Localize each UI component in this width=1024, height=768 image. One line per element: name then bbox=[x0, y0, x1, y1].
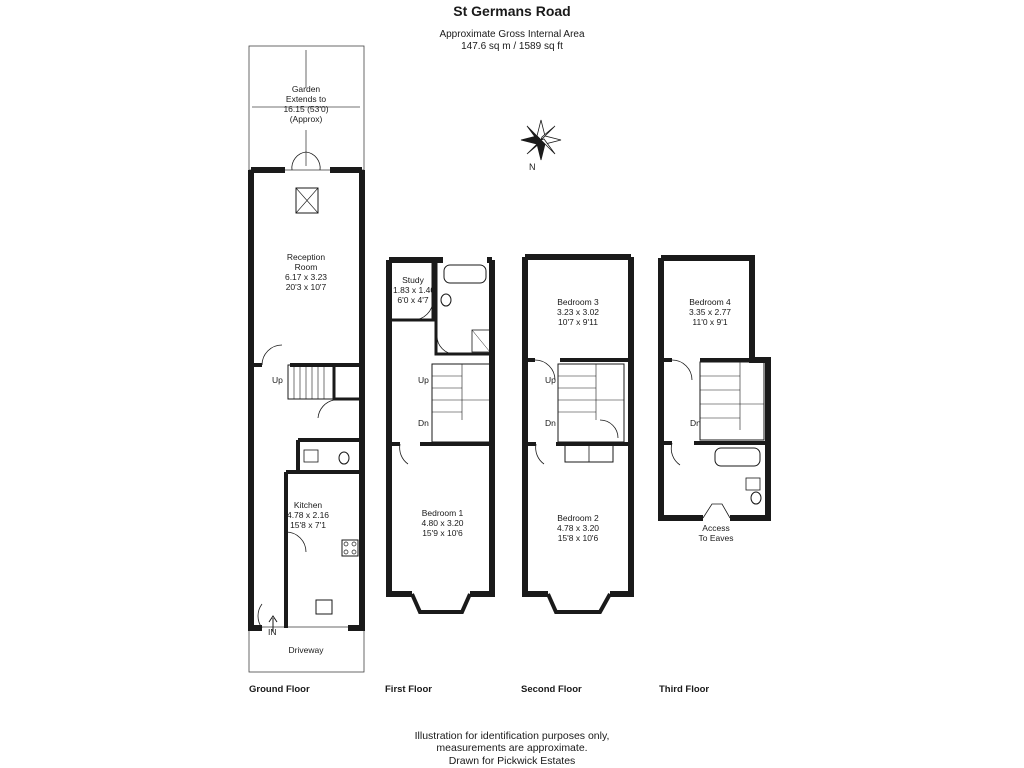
floor-label-first: First Floor bbox=[385, 684, 432, 695]
area-label: Approximate Gross Internal Area bbox=[439, 29, 585, 40]
floor-label-second: Second Floor bbox=[521, 684, 582, 695]
stair-label-dn: Dn bbox=[418, 418, 429, 428]
stair-label-up: Up bbox=[545, 375, 556, 385]
room-label-garden: Garden Extends to 16.15 (53'0) (Approx) bbox=[283, 84, 329, 125]
room-label-driveway: Driveway bbox=[288, 645, 324, 655]
room-label-bedroom-3: Bedroom 3 3.23 x 3.02 10'7 x 9'11 bbox=[556, 297, 600, 328]
floor-label-ground: Ground Floor bbox=[249, 684, 310, 695]
gross-internal-area bbox=[0, 29, 1024, 53]
plan-title: St Germans Road bbox=[453, 3, 571, 19]
disclaimer bbox=[0, 730, 1024, 767]
room-label-reception: Reception Room 6.17 x 3.23 20'3 x 10'7 bbox=[284, 252, 328, 293]
room-label-bedroom-4: Bedroom 4 3.35 x 2.77 11'0 x 9'1 bbox=[688, 297, 732, 328]
first-floor-plan bbox=[389, 260, 492, 612]
ground-floor-plan bbox=[251, 152, 362, 632]
compass-north-label: N bbox=[529, 162, 536, 172]
room-label-study: Study 1.83 x 1.40 6'0 x 4'7 bbox=[393, 275, 436, 306]
room-label-bedroom-1: Bedroom 1 4.80 x 3.20 15'9 x 10'6 bbox=[421, 508, 464, 539]
room-label-kitchen: Kitchen 4.78 x 2.16 15'8 x 7'1 bbox=[286, 500, 330, 531]
floor-label-third: Third Floor bbox=[659, 684, 710, 695]
stair-label-dn: Dn bbox=[690, 418, 701, 428]
compass-rose-icon bbox=[521, 120, 561, 160]
area-value: 147.6 sq m / 1589 sq ft bbox=[461, 40, 563, 52]
disclaimer-line-3: Drawn for Pickwick Estates bbox=[448, 754, 576, 767]
stair-label-up: Up bbox=[418, 375, 429, 385]
entrance-label: IN bbox=[268, 627, 277, 637]
disclaimer-line-1: Illustration for identification purposes only, bbox=[414, 730, 610, 742]
room-label-bedroom-2: Bedroom 2 4.78 x 3.20 15'8 x 10'6 bbox=[556, 513, 600, 544]
stair-label-dn: Dn bbox=[545, 418, 556, 428]
room-label-access-to-eaves: Access To Eaves bbox=[698, 523, 734, 544]
stair-label-up: Up bbox=[272, 375, 283, 385]
disclaimer-line-2: measurements are approximate. bbox=[436, 742, 588, 755]
